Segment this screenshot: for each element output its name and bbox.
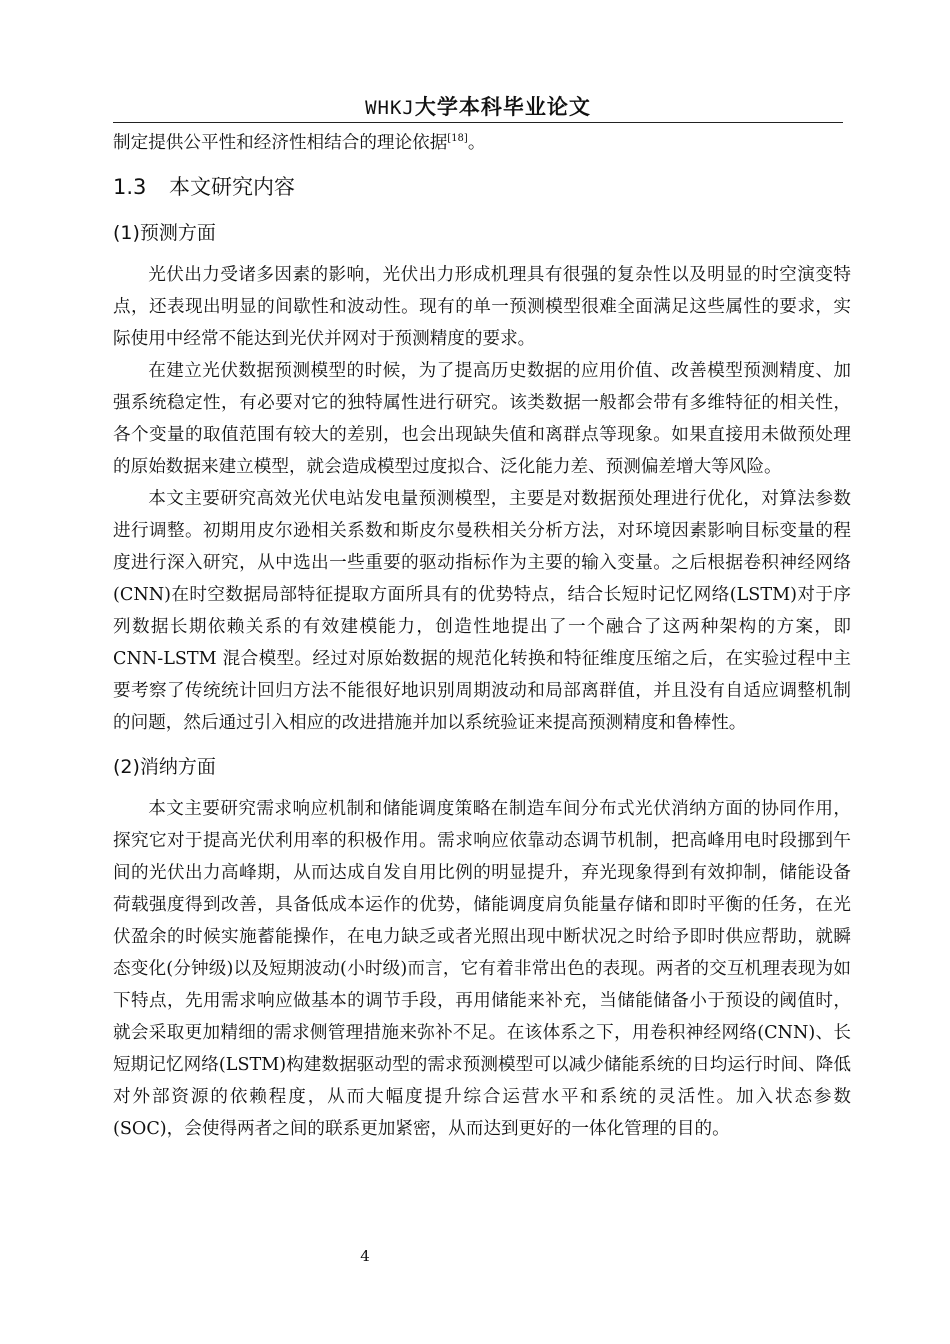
header-title: 大学本科毕业论文 xyxy=(414,95,591,119)
paragraph: 本文主要研究需求响应机制和储能调度策略在制造车间分布式光伏消纳方面的协同作用，探究它对于提高光伏利用率的积极作用。需求响应依靠动态调节机制，把高峰用电时段挪到午间的光伏出力高峰期，从而达成自发自用比例的明显提升，弃光现象得到有效抑制，储能设备荷载强度得到改善，具备低成本运作的优势，储能调度肩负能量存储和即时平衡的任务，在光伏盈余的时候实施蓄能操作，在电力缺乏或者光照出现中断状况之时给予即时供应帮助，就瞬态变化(分钟级)以及短期波动(小时级)而言，它有着非常出色的表现。两者的交互机理表现为如下特点，先用需求响应做基本的调节手段，再用储能来补充，当储能储备小于预设的阈值时，就会采取更加精细的需求侧管理措施来弥补不足。在该体系之下，用卷积神经网络(CNN)、长短期记忆网络(LSTM)构建数据驱动型的需求预测模型可以减少储能系统的日均运行时间、降低对外部资源的依赖程度，从而大幅度提升综合运营水平和系统的灵活性。加入状态参数(SOC)，会使得两者之间的联系更加紧密，从而达到更好的一体化管理的目的。 xyxy=(113,799,851,1139)
section-heading xyxy=(113,171,851,203)
section-title: 本文研究内容 xyxy=(169,175,295,199)
subsection-heading-forecast: (1)预测方面 xyxy=(113,222,216,244)
page-header xyxy=(113,94,843,123)
page-content xyxy=(113,127,851,1145)
citation-mark: [18] xyxy=(447,133,468,145)
lead-paragraph-end: 。 xyxy=(467,133,486,153)
section-number: 1.3 xyxy=(113,175,147,199)
page-number: 4 xyxy=(360,1247,370,1265)
paragraph: 在建立光伏数据预测模型的时候，为了提高历史数据的应用价值、改善模型预测精度、加强系统稳定性，有必要对它的独特属性进行研究。该类数据一般都会带有多维特征的相关性，各个变量的取值范围有较大的差别，也会出现缺失值和离群点等现象。如果直接用未做预处理的原始数据来建立模型，就会造成模型过度拟合、泛化能力差、预测偏差增大等风险。 xyxy=(113,361,851,477)
lead-paragraph xyxy=(113,127,851,159)
lead-paragraph-text: 制定提供公平性和经济性相结合的理论依据 xyxy=(113,133,448,153)
subsection-heading-consumption: (2)消纳方面 xyxy=(113,756,216,778)
paragraph: 本文主要研究高效光伏电站发电量预测模型，主要是对数据预处理进行优化，对算法参数进行调整。初期用皮尔逊相关系数和斯皮尔曼秩相关分析方法，对环境因素影响目标变量的程度进行深入研究，从中选出一些重要的驱动指标作为主要的输入变量。之后根据卷积神经网络(CNN)在时空数据局部特征提取方面所具有的优势特点，结合长短时记忆网络(LSTM)对于序列数据长期依赖关系的有效建模能力，创造性地提出了一个融合了这两种架构的方案，即 CNN-LSTM 混合模型。经过对原始数据的规范化转换和特征维度压缩之后，在实验过程中主要考察了传统统计回归方法不能很好地识别周期波动和局部离群值，并且没有自适应调整机制的问题，然后通过引入相应的改进措施并加以系统验证来提高预测精度和鲁棒性。 xyxy=(113,489,851,733)
header-school: WHKJ xyxy=(365,97,415,119)
paragraph: 光伏出力受诸多因素的影响，光伏出力形成机理具有很强的复杂性以及明显的时空演变特点，还表现出明显的间歇性和波动性。现有的单一预测模型很难全面满足这些属性的要求，实际使用中经常不能达到光伏并网对于预测精度的要求。 xyxy=(113,265,851,349)
